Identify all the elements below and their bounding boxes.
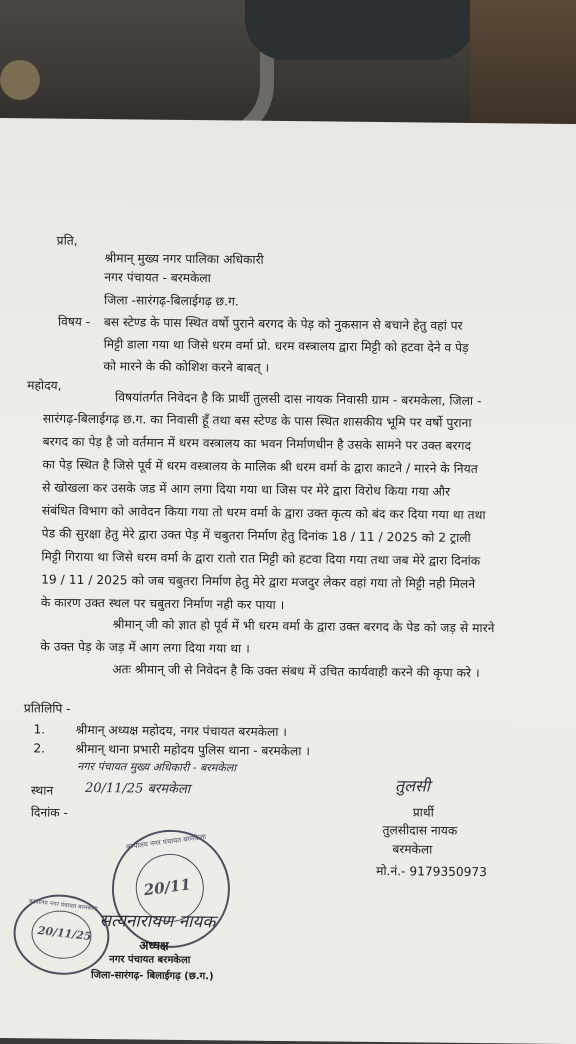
para2-line-1: श्रीमान् जी को ज्ञात हो पूर्व में भी धरम वर्मा के द्वारा उक्त बरगद के पेड को जड़ से मारने <box>112 617 495 636</box>
background-tool <box>0 60 40 100</box>
applicant-place: बरमकेला <box>392 842 433 857</box>
office-stamp-2 <box>9 889 114 980</box>
letter-paper <box>0 118 576 1044</box>
president-district: जिला-सारंगढ़- बिलाईगढ़ (छ.ग.) <box>90 970 214 983</box>
background-object <box>470 0 576 130</box>
president-office: नगर पंचायत बरमकेला <box>109 954 191 967</box>
body-line-10: के कारण उक्त स्थल पर चबुतरा निर्माण नही कर पाया । <box>40 595 285 613</box>
date-label: दिनांक - <box>30 805 68 820</box>
body-line-9: 19 / 11 / 2025 को जब चबुतरा निर्माण हेतु मेरे द्वारा मजदुर लेकर वहां गया तो मिट्टी नही मिलने <box>41 572 476 592</box>
president-title: अध्यक्ष <box>139 938 169 953</box>
body-line-2: सारंगढ़-बिलाईगढ़ छ.ग. का निवासी हूँ तथा बस स्टेण्ड के पास स्थित शासकीय भूमि पर वर्षो पुराना <box>42 411 472 430</box>
recipient-line-1: श्रीमान् मुख्य नगर पालिका अधिकारी <box>104 251 264 267</box>
body-line-5: से खोखला कर उसके जड में आग लगा दिया गया था जिस पर मेरे द्वारा विरोध किया गया और <box>42 480 451 499</box>
place-label: स्थान <box>30 783 54 798</box>
applicant-mobile: मो.नं.- 9179350973 <box>376 863 487 880</box>
prati-label: प्रति, <box>56 233 78 248</box>
machine-object <box>245 0 475 60</box>
subject-line-3: को मारने के की कोशिश करने बाबत् । <box>103 359 270 375</box>
office-stamp-1 <box>105 823 237 955</box>
handwritten-copy: नगर पंचायत मुख्य अधिकारी - बरमकेला <box>77 759 237 775</box>
recipient-line-2: नगर पंचायत - बरमकेला <box>104 270 211 286</box>
copy-label: प्रतिलिपि - <box>23 701 71 716</box>
copy-text-2: श्रीमान् थाना प्रभारी महोदय पुलिस थाना - बरमकेला । <box>75 741 311 759</box>
body-line-3: बरगद का पेड़ है जो वर्तमान में धरम वस्त्रालय का भवन निर्माणधीन है उसके सामने पर उक्त बरगद <box>42 434 472 453</box>
subject-line-2: मिट्टी डाला गया था जिसे धरम वर्मा प्रो. धरम वस्त्रालय द्वारा मिट्टी को हटवा देने व पेड़ <box>103 337 469 355</box>
body-line-8: मिट्टी गिराया था जिसे धरम वर्मा के द्वारा रातो रात मिट्टी को हटवा दिया गया तथा जब मेरे द्वारा दिनांक <box>41 549 481 569</box>
recipient-line-3: जिला -सारंगढ़-बिलाईगढ़ छ.ग. <box>104 293 239 309</box>
subject-line-1: बस स्टेण्ड के पास स्थित वर्षो पुराने बरगद के पेड़ को नुकसान से बचाने हेतु वहां पर <box>103 315 463 333</box>
copy-text-1: श्रीमान् अध्यक्ष महोदय, नगर पंचायत बरमकेला । <box>75 722 288 740</box>
applicant-label: प्रार्थी <box>412 805 434 820</box>
body-line-7: पेड की सुरक्षा हेतु मेरे द्वारा उक्त पेड़ में चबुतरा निर्माण हेतु दिनांक 18 / 11 / 2025 को 2 ट्राली <box>41 526 471 545</box>
place-handwritten: 20/11/25 बरमकेला <box>84 780 191 798</box>
stamp-ring-text-1: कार्यालय नगर पंचायत बरमकेला <box>125 832 207 852</box>
salutation: महोदय, <box>27 378 62 393</box>
body-line-1: विषयांतर्गत निवेदन है कि प्रार्थी तुलसी दास नायक निवासी ग्राम - बरमकेला, जिला - <box>115 390 482 409</box>
president-signature: सत्यनारायण नायक <box>99 911 216 933</box>
applicant-name: तुलसीदास नायक <box>382 823 458 838</box>
copy-num-1: 1. <box>33 722 46 737</box>
body-line-4: का पेड़ स्थित है जिसे पूर्व में धरम वस्त्रालय के मालिक श्री धरम वर्मा के द्वारा काटने / मारने के नियत <box>42 457 478 477</box>
para2-line-2: के उक्त पेड़ के जड़ में आग लगा दिया गया था । <box>40 639 250 656</box>
body-line-6: संबंधित विभाग को आवेदन किया गया तो धरम वर्मा के द्वारा उक्त कृत्य को बंद कर दिया गया था तथा <box>41 503 486 523</box>
stamp-date-1: 20/11 <box>142 875 192 900</box>
stamp-ring-text-2: कार्यालय नगर पंचायत बरमकेला <box>28 897 99 913</box>
copy-num-2: 2. <box>33 741 46 756</box>
stamp-date-2: 20/11/25 <box>37 923 93 944</box>
request-line: अतः श्रीमान् जी से निवेदन है कि उक्त संबध में उचित कार्यवाही करने की कृपा करे । <box>112 662 480 681</box>
applicant-signature: तुलसी <box>394 776 431 796</box>
subject-label: विषय - <box>57 314 91 329</box>
